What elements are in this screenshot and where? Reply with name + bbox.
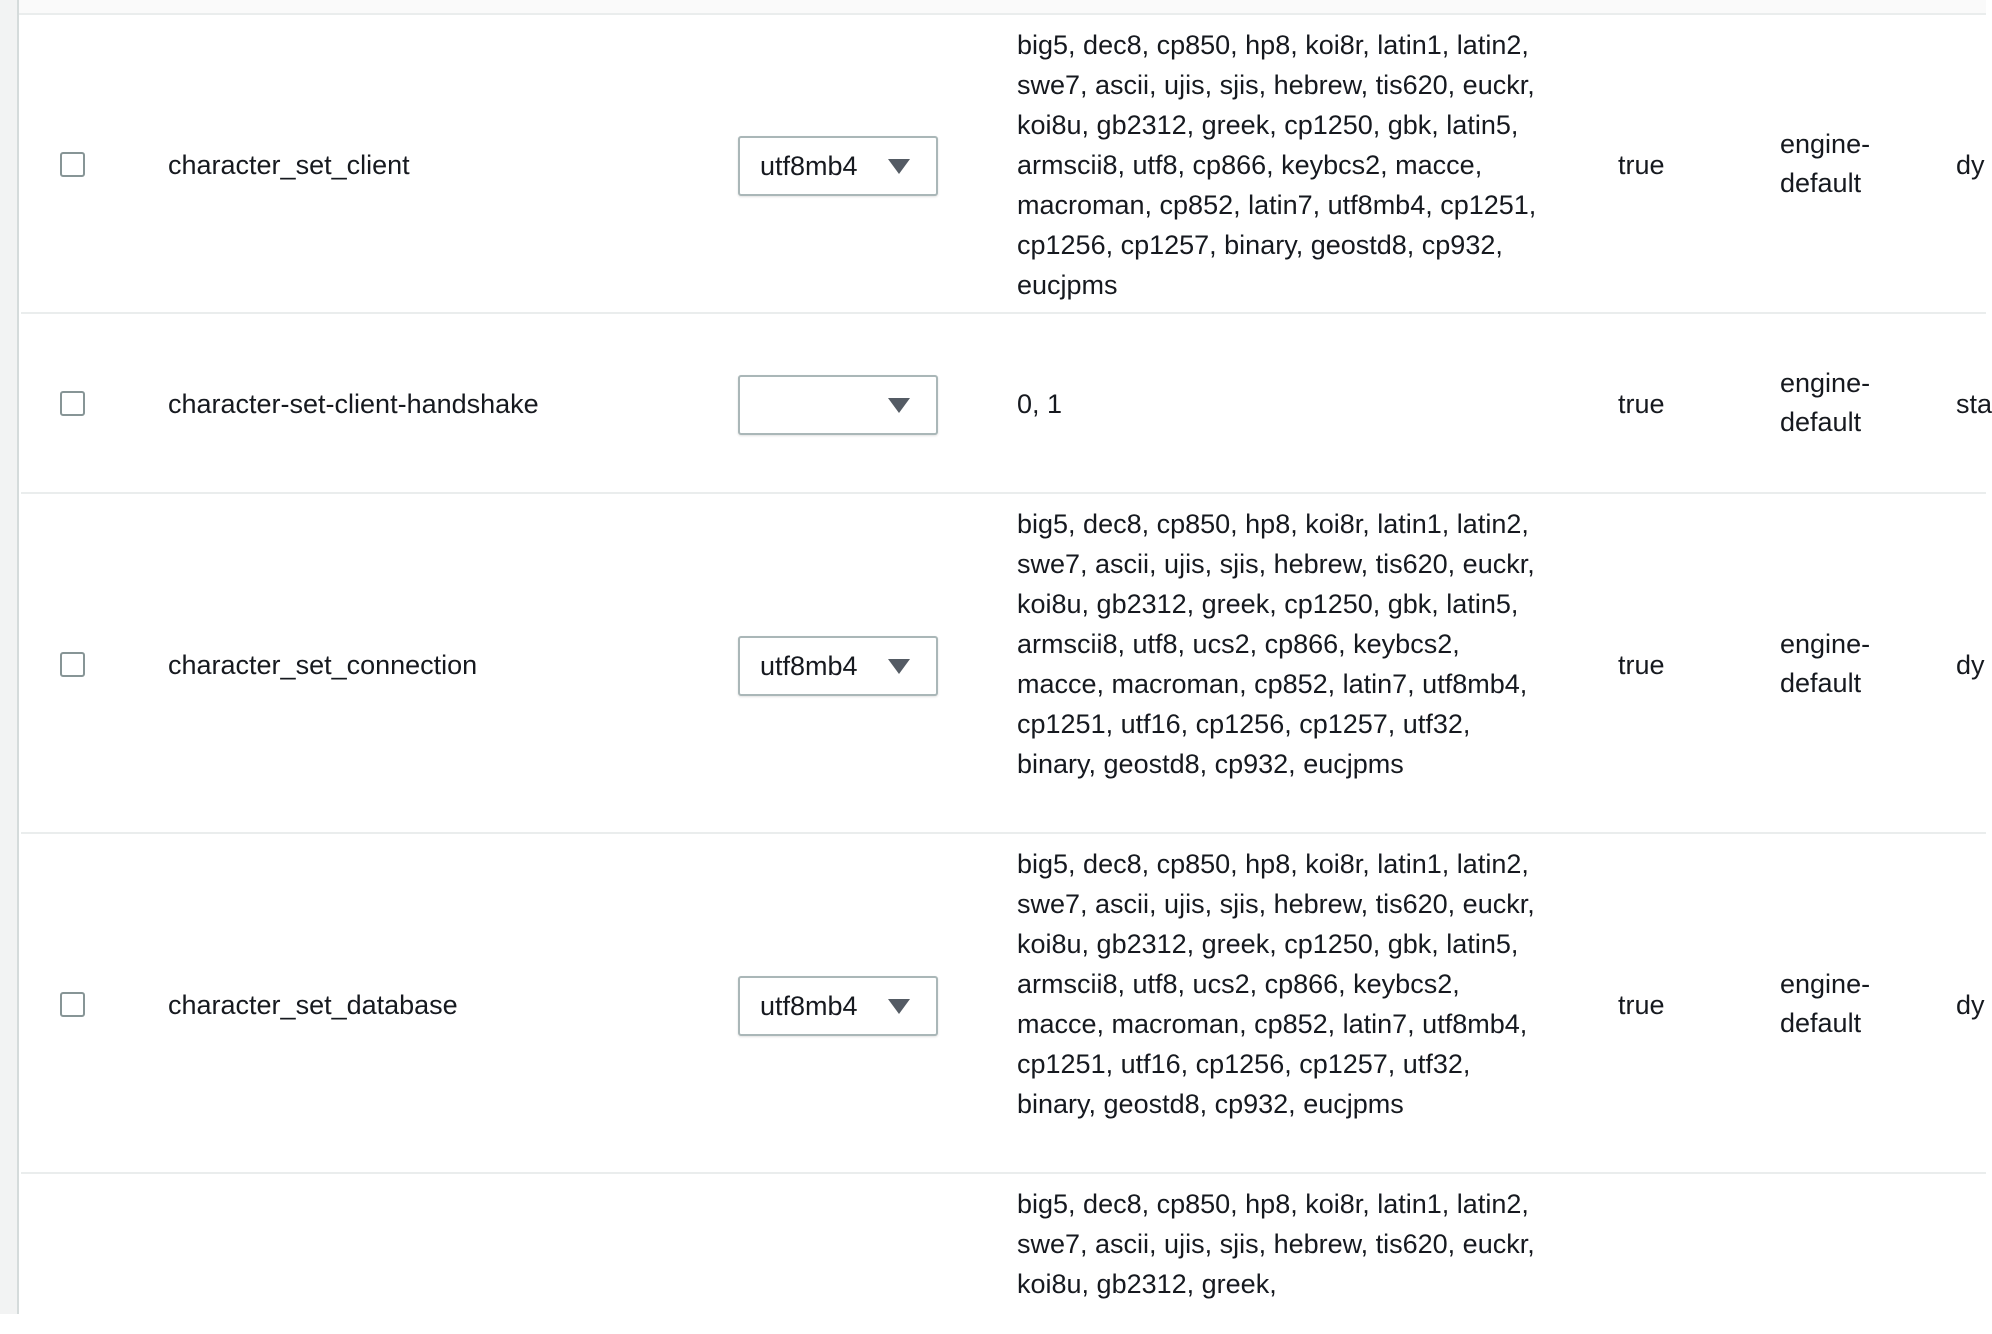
allowed-values: big5, dec8, cp850, hp8, koi8r, latin1, latin2, swe7, ascii, ujis, sjis, hebrew, tis620, euckr, koi8u, gb2312, greek, cp1250, gbk, latin5, armscii8, utf8, ucs2, cp866, keybcs2, macce, macroman, cp852, latin7, utf8mb4, cp1251, utf16, cp1256, cp1257, utf32, binary, geostd8, cp932, eucjpms	[1017, 509, 1535, 779]
row-select-checkbox[interactable]	[60, 391, 85, 416]
parameter-name: character_set_connection	[168, 650, 478, 680]
table-header-edge	[19, 0, 1986, 15]
value-select-text: utf8mb4	[760, 151, 858, 181]
table-row	[21, 314, 1992, 494]
caret-down-icon	[888, 999, 910, 1014]
allowed-values: 0, 1	[1017, 389, 1063, 419]
table-row	[21, 1174, 1986, 1334]
table-row	[21, 15, 1986, 314]
table-row	[21, 834, 1986, 1174]
apply-type: dy	[1956, 150, 1985, 180]
allowed-values: big5, dec8, cp850, hp8, koi8r, latin1, latin2, swe7, ascii, ujis, sjis, hebrew, tis620, euckr, koi8u, gb2312, greek, cp1250, gbk, latin5, armscii8, utf8, ucs2, cp866, keybcs2, macce, macroman, cp852, latin7, utf8mb4, cp1251, utf16, cp1256, cp1257, utf32, binary, geostd8, cp932, eucjpms	[1017, 849, 1535, 1119]
caret-down-icon	[888, 159, 910, 174]
left-panel-border	[0, 0, 19, 1314]
value-select-text: utf8mb4	[760, 651, 858, 681]
parameter-source: engine-default	[1780, 629, 1871, 698]
parameter-source: engine-default	[1780, 368, 1871, 437]
parameter-name: character_set_database	[168, 990, 458, 1020]
value-select[interactable]	[738, 976, 938, 1036]
parameter-name: character-set-client-handshake	[168, 389, 539, 419]
table-row	[21, 494, 1986, 834]
row-select-checkbox[interactable]	[60, 992, 85, 1017]
value-select-text: utf8mb4	[760, 991, 858, 1021]
row-select-checkbox[interactable]	[60, 152, 85, 177]
parameter-source: engine-default	[1780, 129, 1871, 198]
is-modifiable: true	[1618, 650, 1665, 680]
parameter-name: character_set_client	[168, 150, 410, 180]
value-select[interactable]	[738, 375, 938, 435]
is-modifiable: true	[1618, 150, 1665, 180]
is-modifiable: true	[1618, 990, 1665, 1020]
apply-type: dy	[1956, 990, 1985, 1020]
allowed-values: big5, dec8, cp850, hp8, koi8r, latin1, latin2, swe7, ascii, ujis, sjis, hebrew, tis620, euckr, koi8u, gb2312, greek,	[1017, 1189, 1535, 1299]
is-modifiable: true	[1618, 389, 1665, 419]
parameters-table	[21, 15, 1992, 1334]
row-select-checkbox[interactable]	[60, 652, 85, 677]
caret-down-icon	[888, 398, 910, 413]
value-select[interactable]	[738, 636, 938, 696]
apply-type: dy	[1956, 650, 1985, 680]
caret-down-icon	[888, 659, 910, 674]
allowed-values: big5, dec8, cp850, hp8, koi8r, latin1, latin2, swe7, ascii, ujis, sjis, hebrew, tis620, euckr, koi8u, gb2312, greek, cp1250, gbk, latin5, armscii8, utf8, cp866, keybcs2, macce, macroman, cp852, latin7, utf8mb4, cp1251, cp1256, cp1257, binary, geostd8, cp932, eucjpms	[1017, 30, 1537, 300]
parameter-source: engine-default	[1780, 969, 1871, 1038]
value-select[interactable]	[738, 136, 938, 196]
apply-type: sta	[1956, 389, 1992, 419]
